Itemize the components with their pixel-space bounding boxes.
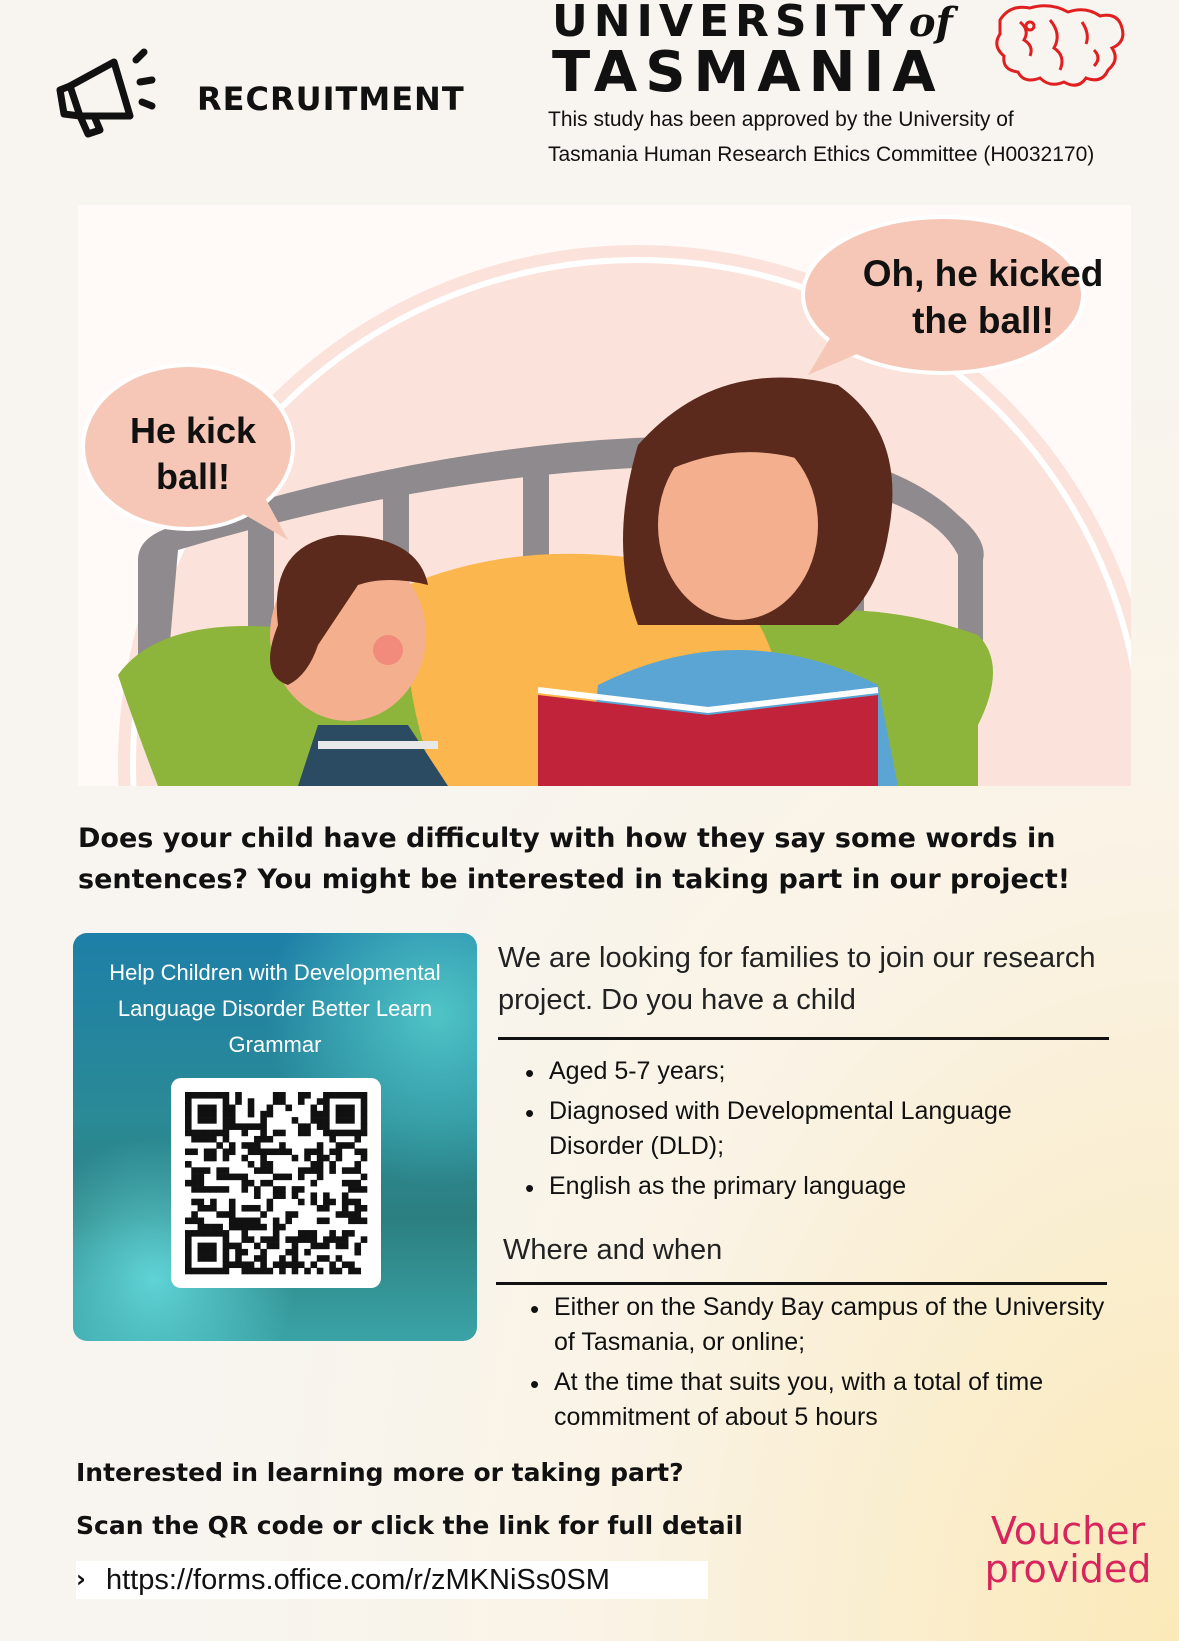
voucher-badge: Voucher provided <box>984 1509 1152 1591</box>
qr-card <box>73 933 477 1341</box>
where-when-heading: Where and when <box>503 1234 723 1266</box>
eligibility-list <box>525 1054 1105 1209</box>
qr-card-title: Help Children with Developmental Language Disorder Better Learn Grammar <box>109 960 441 1057</box>
eligibility-intro: We are looking for families to join our research project. Do you have a child <box>498 942 1096 1016</box>
ethics-approval-text: This study has been approved by the University of Tasmania Human Research Ethics Committee (H0032170) <box>548 108 1095 166</box>
qr-code[interactable] <box>171 1078 381 1288</box>
list-item: • English as the primary language <box>525 1169 1105 1204</box>
list-item: • Aged 5-7 years; <box>525 1054 1105 1089</box>
list-item: • At the time that suits you, with a total of time commitment of about 5 hours <box>530 1365 1110 1435</box>
where-when-list <box>530 1290 1110 1440</box>
speech-bubble-parent-text: Oh, he kicked the ball! <box>862 253 1104 341</box>
divider <box>496 1282 1107 1285</box>
interest-text: Interested in learning more or taking part? <box>76 1458 684 1487</box>
lion-logo <box>990 0 1130 92</box>
link-row[interactable] <box>76 1561 708 1599</box>
recruitment-heading: RECRUITMENT <box>197 80 465 118</box>
university-logo-main: TASMANIA <box>552 40 944 105</box>
scan-instruction: Scan the QR code or click the link for full detail <box>76 1511 743 1540</box>
divider <box>498 1037 1109 1040</box>
chevron-right-icon: › <box>76 1565 86 1593</box>
list-item: • Diagnosed with Developmental Language Disorder (DLD); <box>525 1094 1105 1164</box>
speech-bubble-child-text: He kick ball! <box>129 410 257 497</box>
question-heading: Does your child have difficulty with how they say some words in sentences? You might be interested in taking part in our project! <box>78 823 1071 895</box>
university-logo-text: UNIVERSITYof <box>552 0 953 47</box>
list-item: • Either on the Sandy Bay campus of the University of Tasmania, or online; <box>530 1290 1110 1360</box>
form-link[interactable]: https://forms.office.com/r/zMKNiSs0SM <box>106 1564 610 1596</box>
megaphone-icon <box>52 48 162 148</box>
